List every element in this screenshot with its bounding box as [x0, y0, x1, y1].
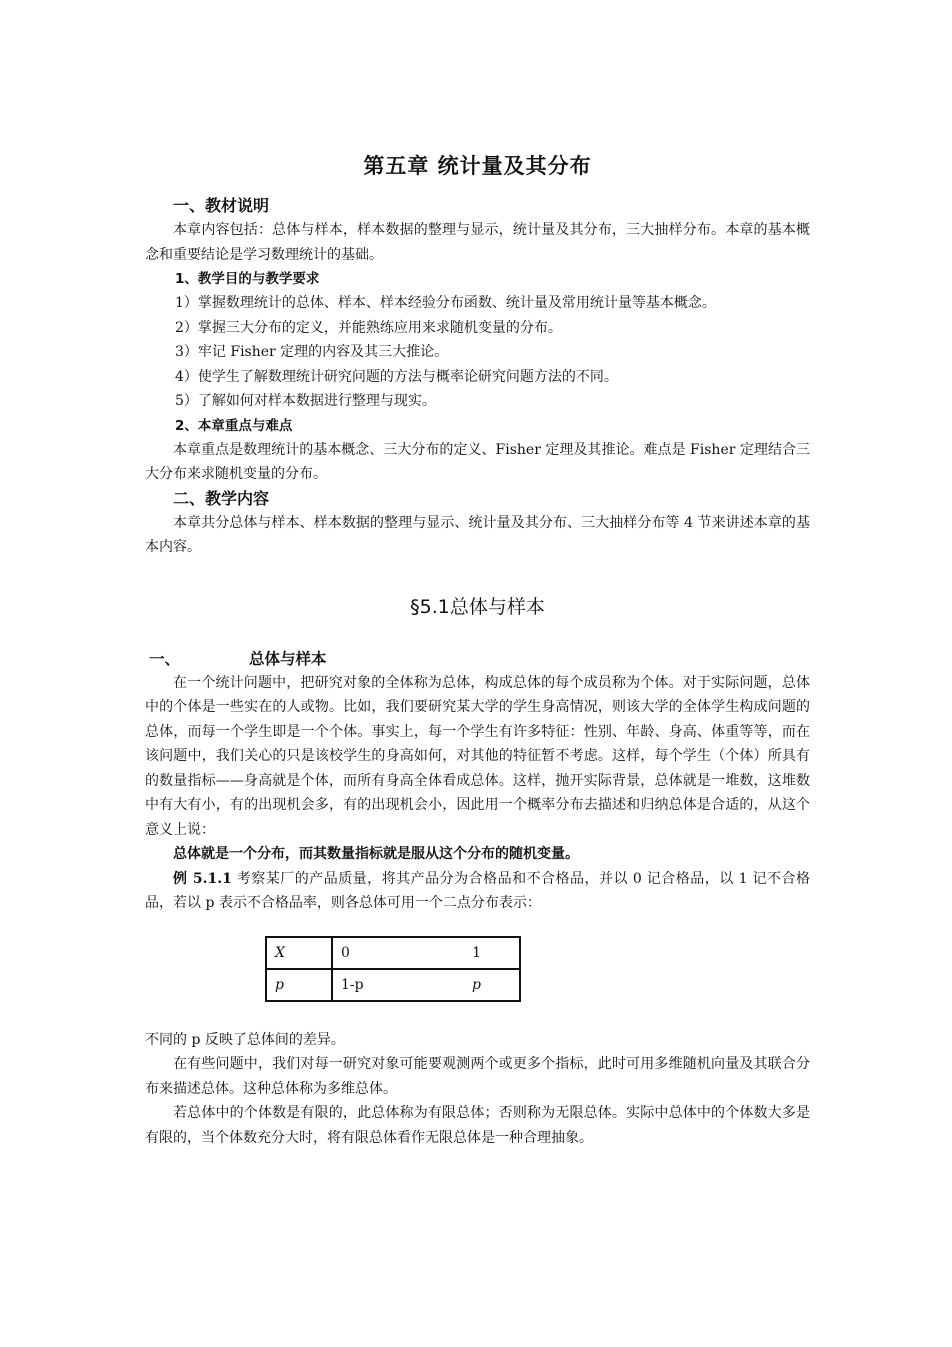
- population-sample-heading: [145, 647, 810, 671]
- after-table-text: 不同的 p 反映了总体间的差异。: [145, 1031, 345, 1048]
- materials-intro: 本章内容包括：总体与样本，样本数据的整理与显示，统计量及其分布，三大抽样分布。本章的基本概念和重要结论是学习数理统计的基础。: [145, 222, 810, 263]
- example-paragraph: [145, 867, 810, 916]
- table-cell: X: [266, 937, 332, 969]
- section-heading-materials: 一、教材说明: [173, 196, 270, 215]
- subheading-key-points: 2、本章重点与难点: [175, 417, 293, 434]
- population-paragraph: 在一个统计问题中，把研究对象的全体称为总体，构成总体的每个成员称为个体。对于实际问题，总体中的个体是一些实在的人或物。比如，我们要研究某大学的学生身高情况，则该大学的全体学生构成问题的总体，而每一个学生即是一个个体。事实上，每一个学生有许多特征：性别、年龄、身高、体重等等，而在该问题中，我们关心的只是该校学生的身高如何，对其他的特征暂不考虑。这样，每个学生（个体）所具有的数量指标——身高就是个体，而所有身高全体看成总体。这样，抛开实际背景，总体就是一堆数，这堆数中有大有小，有的出现机会多，有的出现机会小，因此用一个概率分布去描述和归纳总体是合适的，从这个意义上说：: [145, 674, 810, 838]
- table-row: [266, 969, 520, 1001]
- multi-dim-paragraph: 在有些问题中，我们对每一研究对象可能要观测两个或更多个指标，此时可用多维随机向量及其联合分布来描述总体。这种总体称为多维总体。: [145, 1056, 810, 1097]
- table-cell-value: 0: [341, 944, 350, 961]
- table-cell-value: 1-p: [341, 976, 364, 993]
- heading-number: 一、: [149, 649, 181, 668]
- objective-item: 5）了解如何对样本数据进行整理与现实。: [175, 393, 436, 409]
- key-points-text: 本章重点是数理统计的基本概念、三大分布的定义、Fisher 定理及其推论。难点是 Fisher 定理结合三大分布来求随机变量的分布。: [145, 441, 810, 482]
- objective-item: 1）掌握数理统计的总体、样本、样本经验分布函数、统计量及常用统计量等基本概念。: [175, 295, 716, 311]
- subheading-objectives: 1、教学目的与教学要求: [175, 271, 320, 287]
- objective-item: 2）掌握三大分布的定义，并能熟练应用来求随机变量的分布。: [175, 319, 562, 336]
- example-text: 考察某厂的产品质量，将其产品分为合格品和不合格品，并以 0 记合格品，以 1 记不合格品，若以 p 表示不合格品率，则各总体可用一个二点分布表示：: [145, 870, 810, 911]
- two-point-distribution-table: [265, 936, 521, 1002]
- content-text: 本章共分总体与样本、样本数据的整理与显示、统计量及其分布、三大抽样分布等 4 节来讲述本章的基本内容。: [145, 514, 810, 555]
- example-label: 例 5.1.1: [173, 870, 232, 887]
- table-cell: p: [266, 969, 332, 1001]
- heading-text: 总体与样本: [249, 649, 327, 668]
- chapter-title: 第五章 统计量及其分布: [363, 154, 592, 178]
- table-cell-value: p: [472, 976, 481, 993]
- document-page: [145, 150, 810, 1150]
- finite-population-paragraph: 若总体中的个体数是有限的，此总体称为有限总体；否则称为无限总体。实际中总体中的个体数大多是有限的，当个体数充分大时，将有限总体看作无限总体是一种合理抽象。: [145, 1105, 810, 1146]
- objective-item: 4）使学生了解数理统计研究问题的方法与概率论研究问题方法的不同。: [175, 368, 618, 385]
- table-row: [266, 937, 520, 969]
- table-cell: [332, 969, 520, 1001]
- bold-statement: 总体就是一个分布，而其数量指标就是服从这个分布的随机变量。: [173, 846, 579, 862]
- section-5-1-title: §5.1总体与样本: [410, 595, 545, 618]
- table-cell-value: 1: [472, 944, 481, 961]
- section-heading-content: 二、教学内容: [173, 488, 270, 508]
- objective-item: 3）牢记 Fisher 定理的内容及其三大推论。: [175, 344, 449, 360]
- table-cell: [332, 937, 520, 969]
